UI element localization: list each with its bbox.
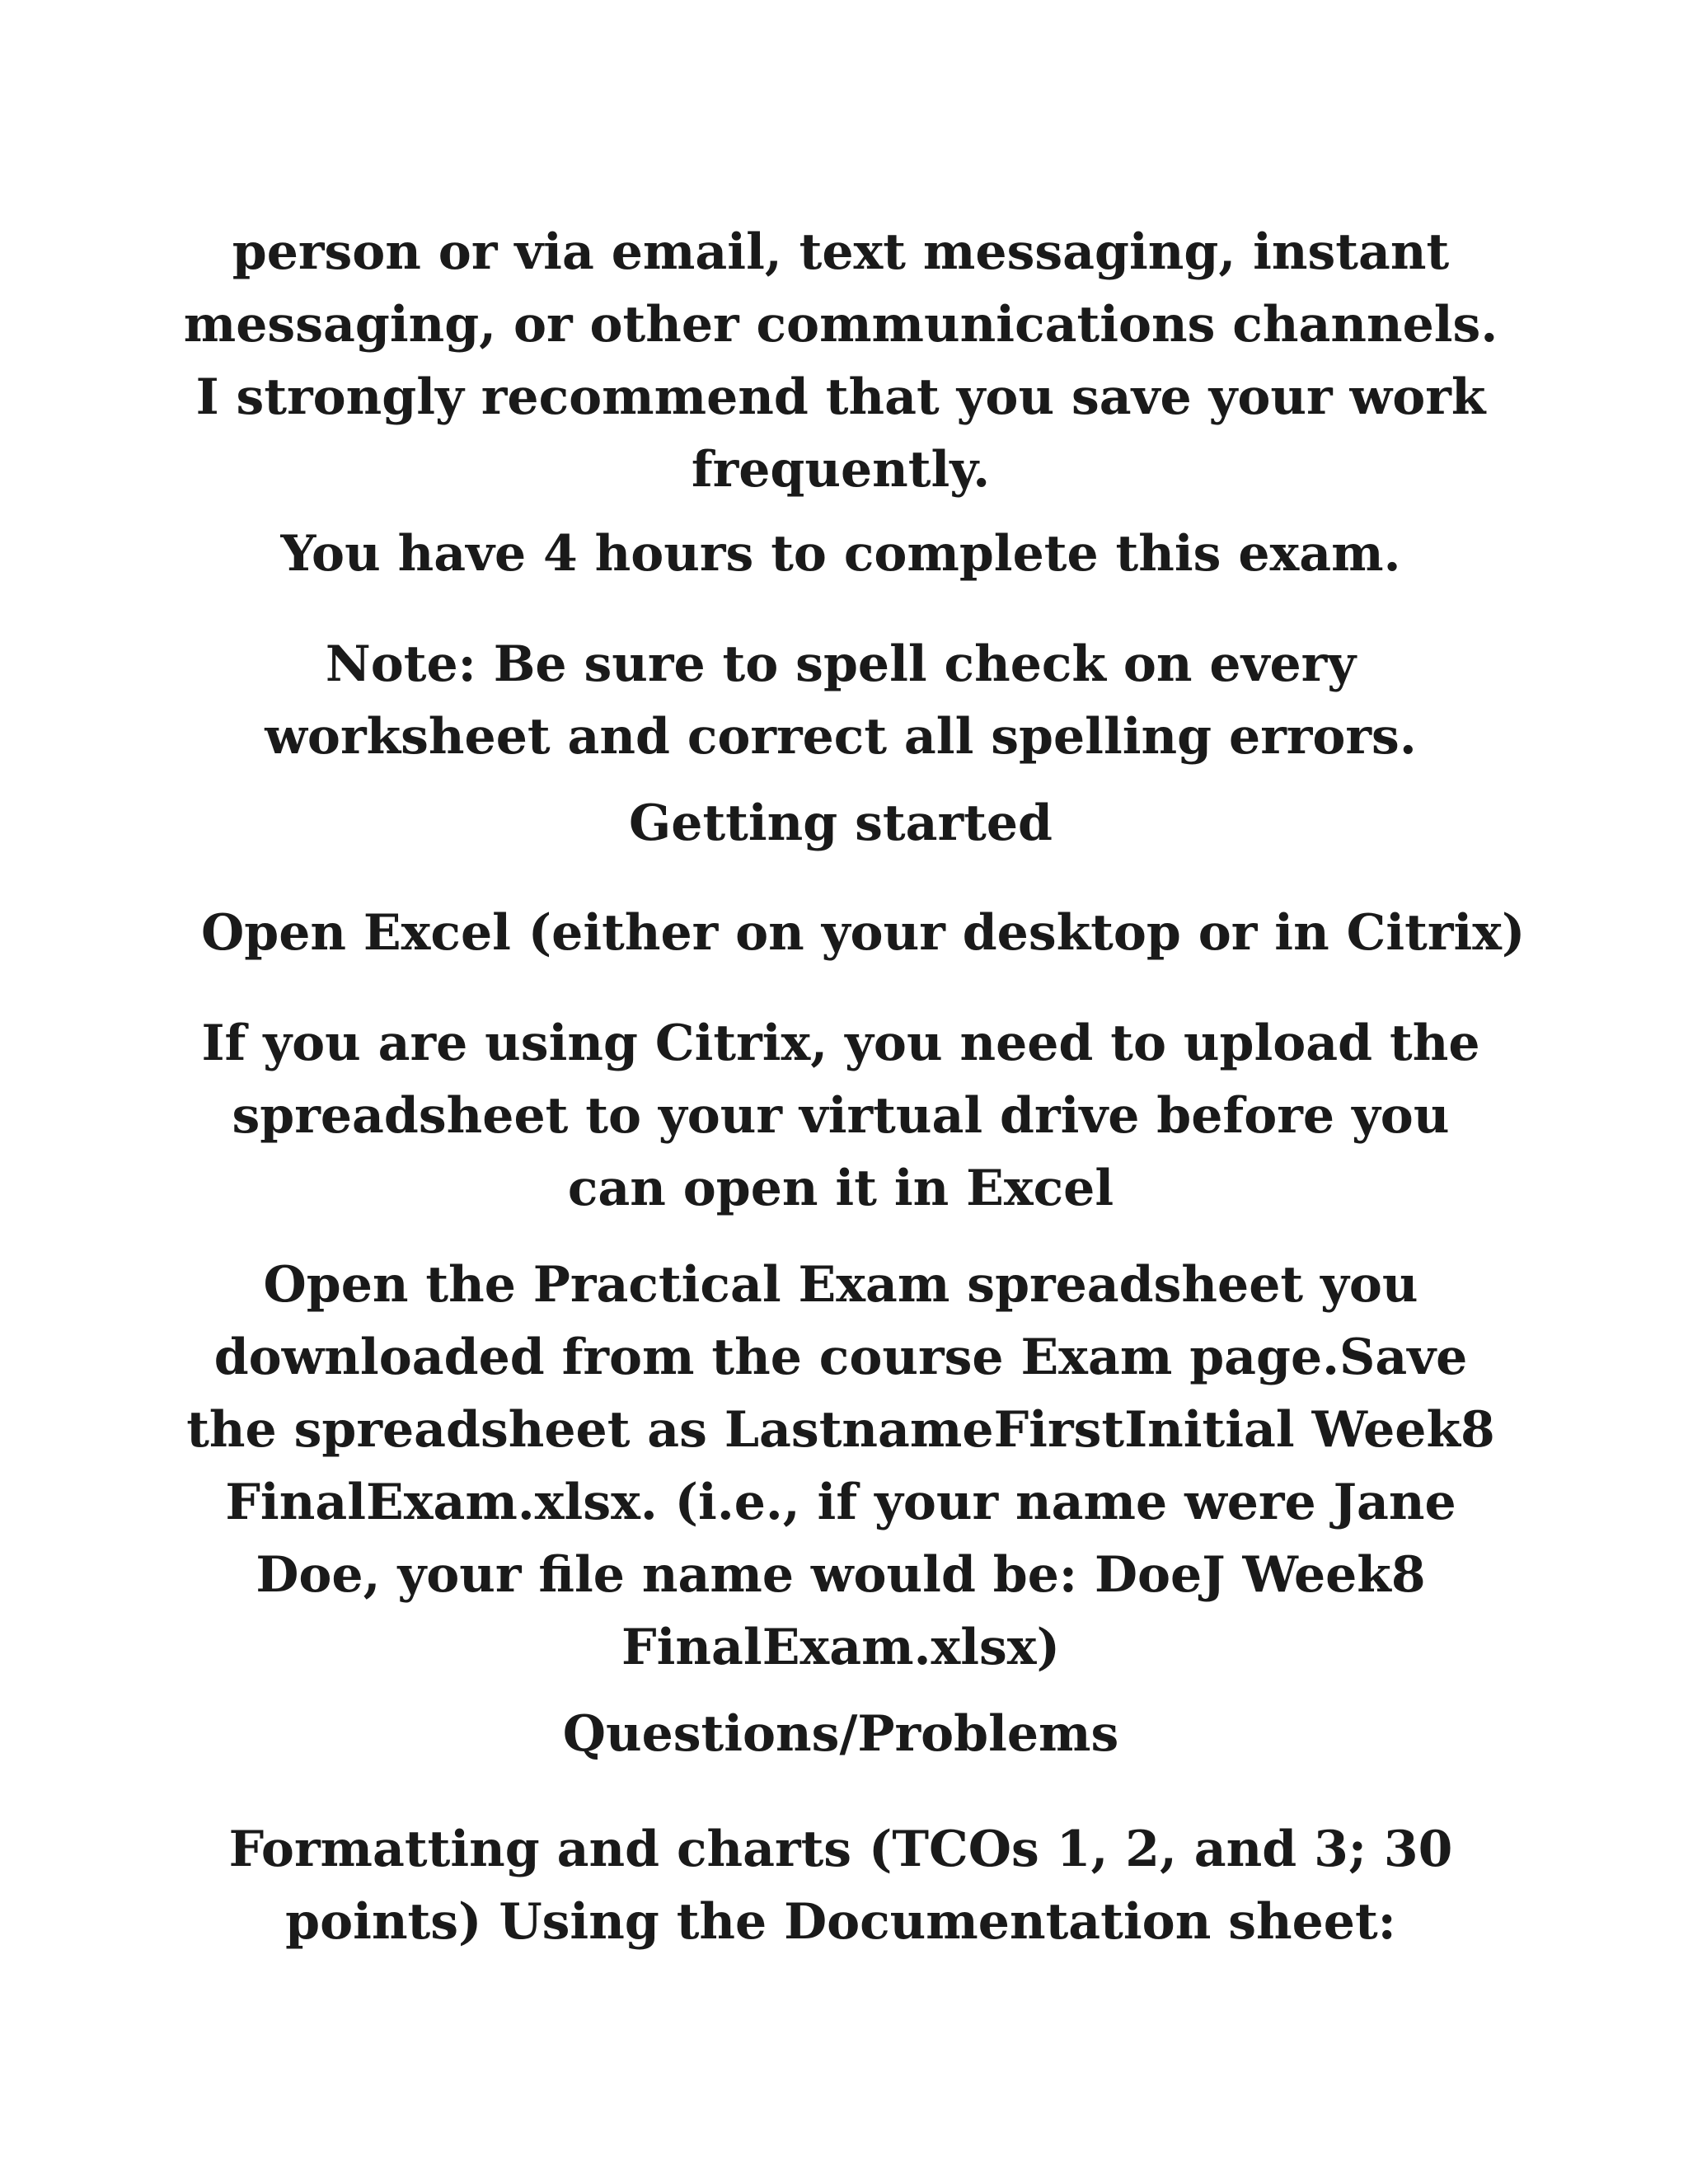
open-spreadsheet-instruction: Open the Practical Exam spreadsheet you downloaded from the course Exam page.Save the spreadsheet as LastnameFirstInitial Week8 FinalExam.xlsx. (i.e., if your name were Jane Doe, your file name would be: DoeJ Week8 FinalExam.xlsx) — [186, 1256, 1495, 1676]
time-limit-paragraph: You have 4 hours to complete this exam. — [280, 525, 1401, 583]
citrix-instruction: If you are using Citrix, you need to upload the spreadsheet to your virtual drive before you can open it in Excel — [201, 1015, 1480, 1217]
questions-heading: Questions/Problems — [562, 1705, 1119, 1763]
formatting-charts-section: Formatting and charts (TCOs 1, 2, and 3; 30 points) Using the Documentation sheet: — [228, 1821, 1453, 1951]
intro-paragraph: person or via email, text messaging, instant messaging, or other communications channels. I strongly recommend that you save your work frequently. — [183, 223, 1498, 499]
getting-started-heading: Getting started — [629, 794, 1053, 852]
spell-check-note: Note: Be sure to spell check on every worksheet and correct all spelling errors. — [265, 635, 1417, 766]
open-excel-instruction: Open Excel (either on your desktop or in Citrix) — [201, 904, 1526, 962]
